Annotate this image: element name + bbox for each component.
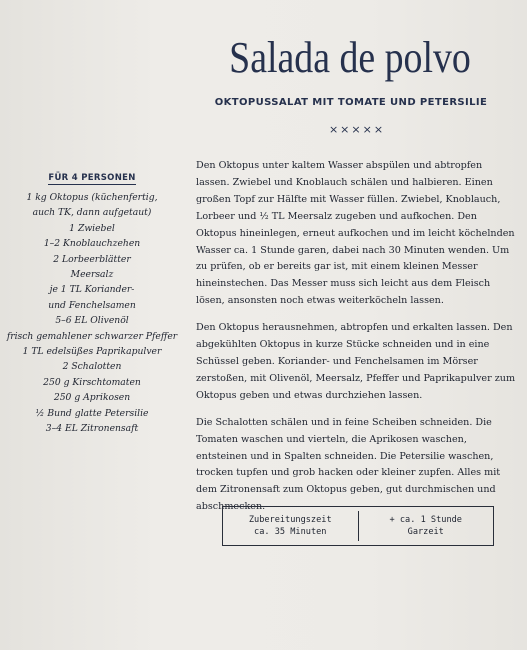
ingredients-column <box>4 165 180 437</box>
ingredient-item: 1 kg Oktopus (küchenfertig, <box>26 192 158 203</box>
ingredient-item: 250 g Aprikosen <box>53 392 131 404</box>
ingredient-item: 1–2 Knoblauchzehen <box>43 238 141 250</box>
recipe-subtitle: OKTOPUSSALAT MIT TOMATE UND PETERSILIE <box>214 97 488 108</box>
prep-time <box>223 514 358 538</box>
ingredient-item: 2 Lorbeerblätter <box>53 253 131 265</box>
cook-time-value: Garzeit <box>407 527 444 537</box>
recipe-title: Salada de polvo <box>229 33 471 82</box>
prep-time-label: Zubereitungszeit <box>248 515 332 525</box>
instruction-paragraph: Den Oktopus unter kaltem Wasser abspülen und abtropfen lassen. Zwiebel und Knoblauch schälen und halbieren. Einen großen Topf zur Hälfte mit Wasser füllen. Zwiebel, Knoblauch, Lorbeer und ½ TL Meersalz zugeben und aufkochen. Den Oktopus hineinlegen, erneut aufkochen und im leicht köchelnden Wasser ca. 1 Stunde garen, dabei nach 30 Minuten wenden. Um zu prüfen, ob er bereits gar ist, mit einem kleinen Messer hineinstechen. Das Messer muss sich leicht aus dem Fleisch lösen, ansonsten noch etwas weiterköcheln lassen. <box>196 160 515 307</box>
instruction-paragraph: Den Oktopus herausnehmen, abtropfen und erkalten lassen. Den abgekühlten Oktopus in kurze Stücke schneiden und in eine Schüssel geben. Koriander- und Fenchelsamen im Mörser zerstoßen, mit Olivenöl, Meersalz, Pfeffer und Paprikapulver zum Oktopus geben und etwas durchziehen lassen. <box>196 322 516 401</box>
ingredient-item: frisch gemahlener schwarzer Pfeffer <box>6 330 178 342</box>
ingredient-item: 3–4 EL Zitronensaft <box>45 423 139 435</box>
ornament-divider: ××××× <box>328 123 386 136</box>
cook-time <box>359 514 494 538</box>
ingredient-item: 250 g Kirschtomaten <box>43 376 141 388</box>
ingredient-item: ½ Bund glatte Petersilie <box>35 407 149 419</box>
ingredient-item: Meersalz <box>70 269 114 281</box>
ingredient-item: 1 Zwiebel <box>69 222 115 234</box>
ingredient-list <box>4 190 180 437</box>
prep-time-value: ca. 35 Minuten <box>254 527 327 537</box>
ingredient-item: und Fenchelsamen <box>48 299 136 311</box>
servings-heading: FÜR 4 PERSONEN <box>48 173 136 183</box>
timing-box <box>222 506 494 546</box>
instruction-paragraph: Die Schalotten schälen und in feine Scheiben schneiden. Die Tomaten waschen und vierteln, die Aprikosen waschen, entsteinen und in Spalten schneiden. Die Petersilie waschen, trocken tupfen und grob hacken oder kleiner zupfen. Alles mit dem Zitronensaft zum Oktopus geben, gut durchmischen und abschmecken. <box>196 416 501 513</box>
instructions <box>196 158 518 526</box>
ingredient-item: 5–6 EL Olivenöl <box>55 315 129 327</box>
ingredient-item: je 1 TL Koriander- <box>49 284 135 296</box>
cook-time-label: + ca. 1 Stunde <box>389 515 462 525</box>
ingredient-item: 1 TL edelsüßes Paprikapulver <box>22 346 162 358</box>
ingredient-item: 2 Schalotten <box>62 361 122 373</box>
ingredient-item: auch TK, dann aufgetaut) <box>32 207 152 219</box>
